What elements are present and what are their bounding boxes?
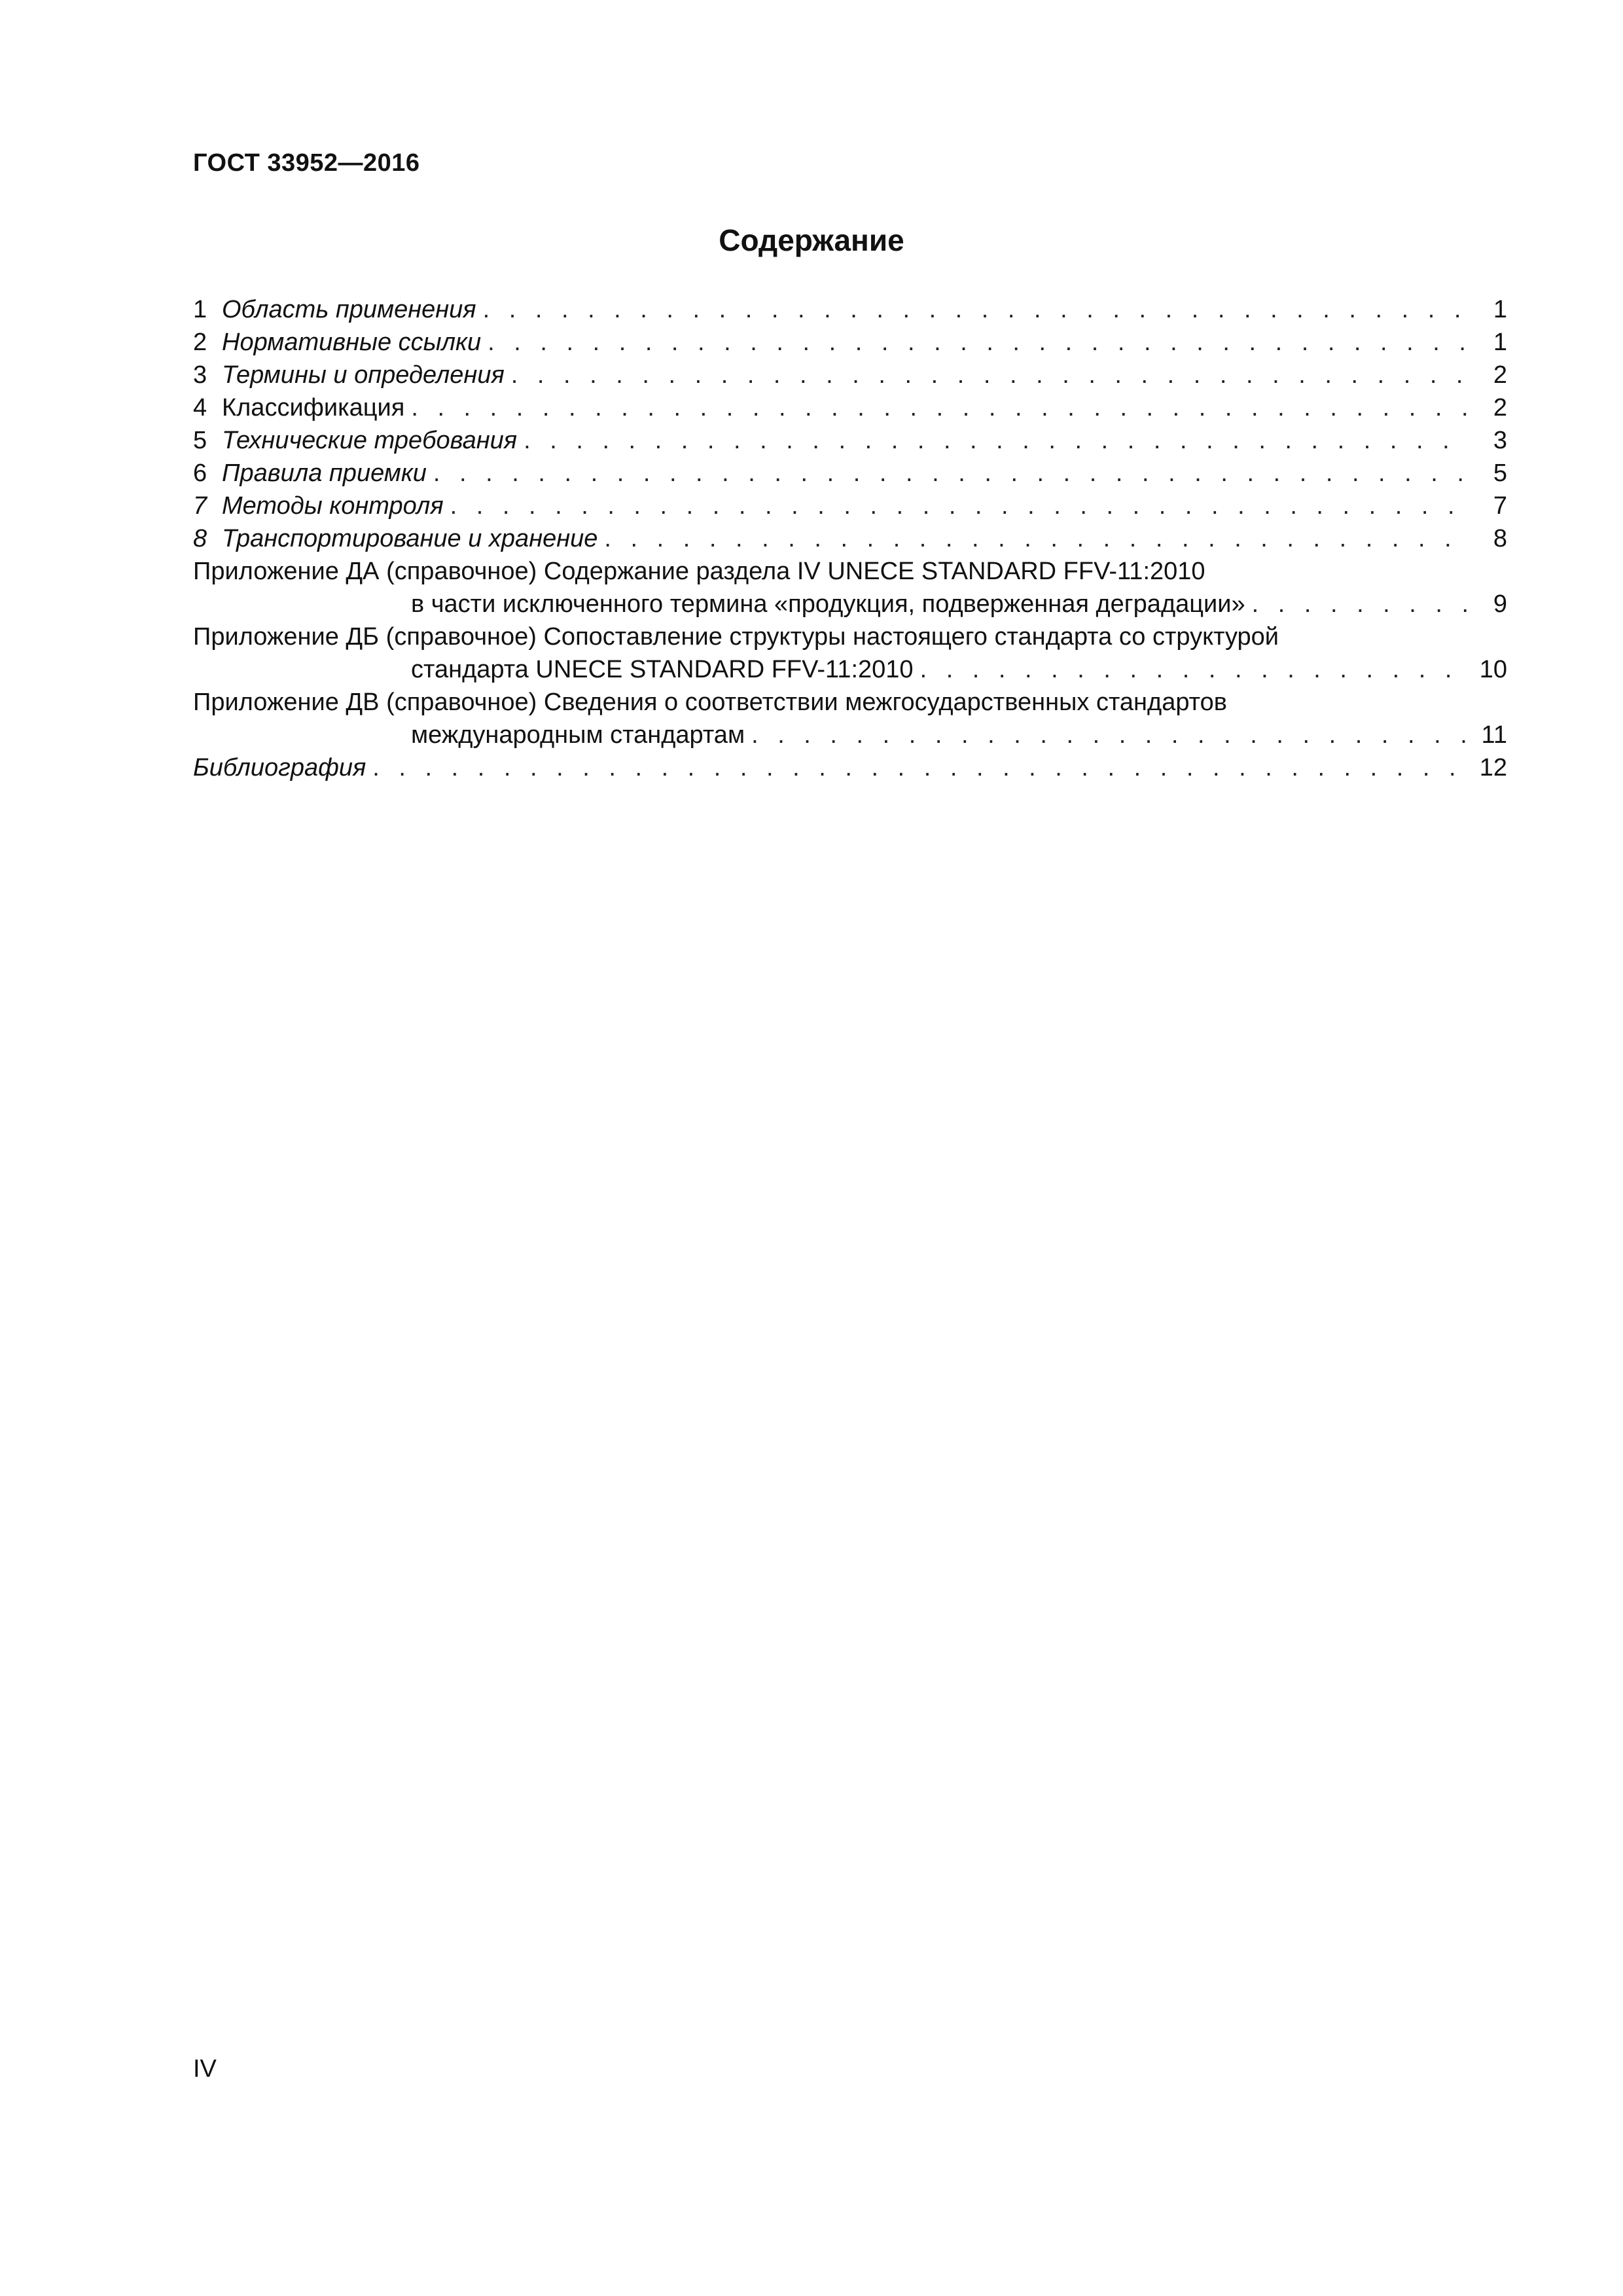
dot-leader	[433, 457, 1469, 490]
toc-entry-title: Транспортирование и хранение	[222, 525, 598, 552]
toc-entry-title: Правила приемки	[222, 459, 427, 487]
dot-leader	[411, 391, 1469, 424]
annex-entry-heading[interactable]	[193, 686, 1507, 719]
toc-entry-number: 8	[193, 525, 207, 552]
toc-entry-number: 4	[193, 394, 207, 422]
toc-entry[interactable]	[193, 359, 1507, 391]
dot-leader	[1252, 588, 1469, 620]
toc-entry-page: 1	[1493, 296, 1507, 323]
annex-entry-subtitle: международным стандартам	[411, 721, 745, 749]
toc-entry-title: Термины и определения	[222, 361, 505, 389]
dot-leader	[751, 719, 1469, 751]
toc-entry-title: Область применения	[222, 296, 476, 323]
toc-entry-number: 7	[193, 492, 207, 520]
annex-entry-subtitle: в части исключенного термина «продукция, подверженная деградации»	[411, 590, 1245, 618]
toc-entry-title: Методы контроля	[222, 492, 444, 520]
toc-entry[interactable]	[193, 457, 1507, 490]
dot-leader	[483, 293, 1469, 326]
annex-entry-heading[interactable]	[193, 555, 1507, 588]
dot-leader	[450, 490, 1469, 522]
toc-entry-page: 1	[1493, 329, 1507, 356]
bibliography-entry[interactable]	[193, 751, 1507, 784]
dot-leader	[488, 326, 1469, 359]
toc-entry-number: 6	[193, 459, 207, 487]
annex-entry-title: Приложение ДБ (справочное) Сопоставление структуры настоящего стандарта со структурой	[193, 623, 1279, 651]
toc-entry-number: 3	[193, 361, 207, 389]
page-number: IV	[193, 2055, 217, 2083]
toc-entry-number: 2	[193, 329, 207, 356]
annex-entry-title: Приложение ДА (справочное) Содержание раздела IV UNECE STANDARD FFV-11:2010	[193, 558, 1205, 585]
toc-entry-page: 5	[1493, 459, 1507, 487]
annex-entry-page: 9	[1493, 590, 1507, 618]
toc-entry[interactable]	[193, 326, 1507, 359]
annex-entry-page: 11	[1481, 721, 1507, 749]
toc-entry-title: Технические требования	[222, 427, 518, 454]
dot-leader	[511, 359, 1469, 391]
annex-entry-title: Приложение ДВ (справочное) Сведения о соответствии межгосударственных стандартов	[193, 689, 1227, 716]
toc-entry[interactable]	[193, 293, 1507, 326]
bibliography-page: 12	[1479, 754, 1507, 781]
toc-entry-page: 2	[1493, 361, 1507, 389]
toc-entry-page: 2	[1493, 394, 1507, 422]
annex-entry-subtitle: стандарта UNECE STANDARD FFV-11:2010	[411, 656, 914, 683]
toc-entry[interactable]	[193, 490, 1507, 522]
dot-leader	[372, 751, 1469, 784]
toc-entry-number: 1	[193, 296, 207, 323]
toc-entry-page: 8	[1493, 525, 1507, 552]
annex-entry[interactable]	[193, 719, 1507, 751]
annex-entry-page: 10	[1479, 656, 1507, 683]
dot-leader	[604, 522, 1469, 555]
toc-entry-title: Классификация	[222, 394, 405, 422]
annex-entry-heading[interactable]	[193, 620, 1507, 653]
toc-entry-page: 3	[1493, 427, 1507, 454]
toc-entry-page: 7	[1493, 492, 1507, 520]
table-of-contents	[193, 293, 1507, 784]
toc-entry[interactable]	[193, 424, 1507, 457]
toc-entry-number: 5	[193, 427, 207, 454]
toc-entry-title: Нормативные ссылки	[222, 329, 482, 356]
toc-entry[interactable]	[193, 391, 1507, 424]
dot-leader	[920, 653, 1469, 686]
bibliography-title: Библиография	[193, 754, 366, 781]
document-id: ГОСТ 33952—2016	[193, 149, 420, 177]
toc-entry[interactable]	[193, 522, 1507, 555]
dot-leader	[524, 424, 1469, 457]
toc-heading: Содержание	[719, 223, 904, 257]
annex-entry[interactable]	[193, 653, 1507, 686]
annex-entry[interactable]	[193, 588, 1507, 620]
